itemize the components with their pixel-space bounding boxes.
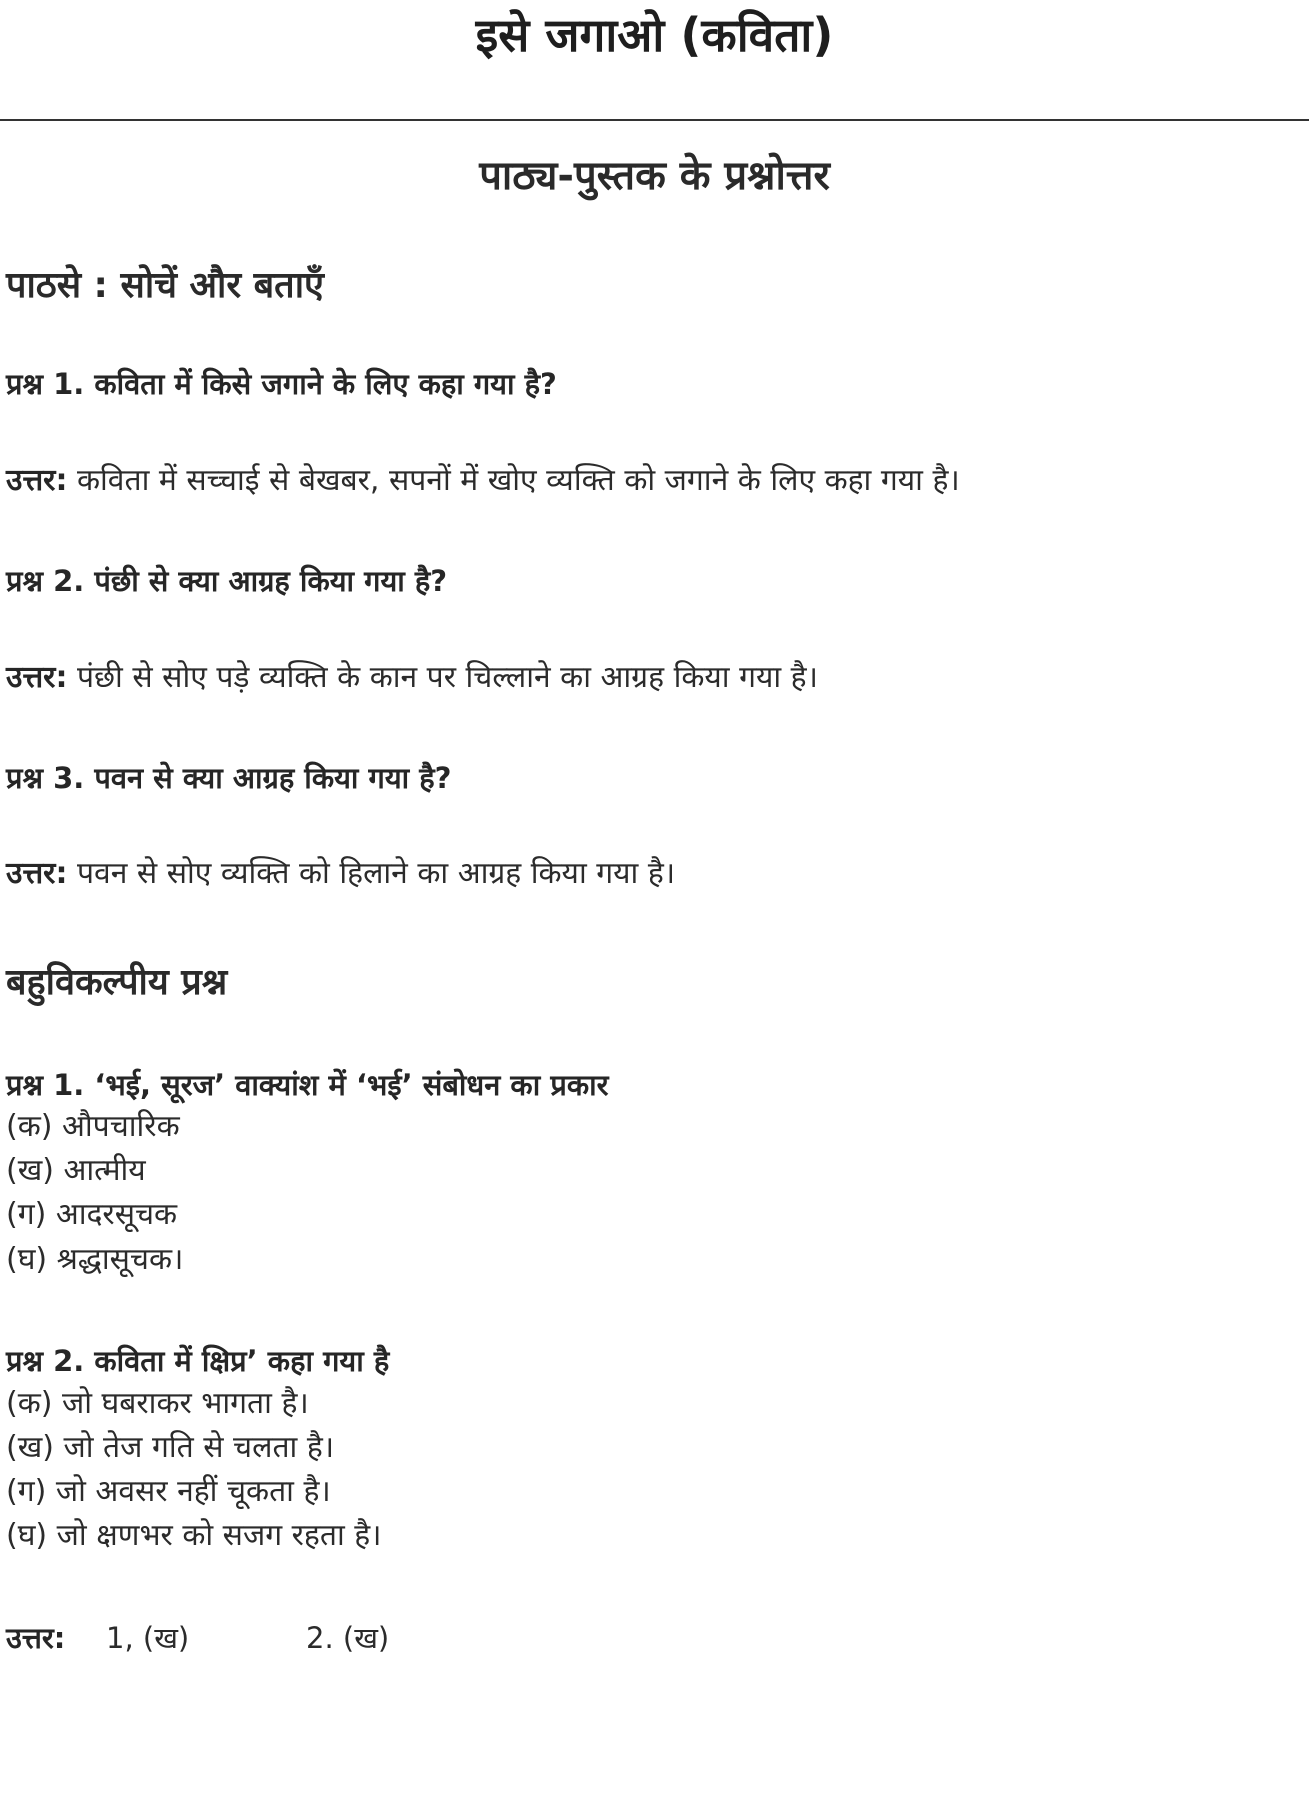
- section-heading-1: पाठसे : सोचें और बताएँ: [6, 265, 324, 306]
- mcq-1-option-d: (घ) श्रद्धासूचक।: [6, 1242, 184, 1277]
- answer-text: कविता में सच्चाई से बेखबर, सपनों में खोए व्यक्ति को जगाने के लिए कहा गया है।: [67, 463, 960, 498]
- mcq-2-option-c: (ग) जो अवसर नहीं चूकता है।: [6, 1474, 331, 1509]
- answer-2: [6, 656, 818, 700]
- answer-label: उत्तर:: [6, 1621, 66, 1655]
- answer-text: पंछी से सोए पड़े व्यक्ति के कान पर चिल्लाने का आग्रह किया गया है।: [67, 660, 818, 695]
- mcq-2-option-a: (क) जो घबराकर भागता है।: [6, 1386, 309, 1421]
- question-2: प्रश्न 2. पंछी से क्या आग्रह किया गया है?: [6, 564, 448, 598]
- mcq-answer-1: 1, (ख): [106, 1621, 190, 1655]
- page-subtitle: पाठ्य-पुस्तक के प्रश्नोत्तर: [479, 153, 830, 199]
- answer-3: [6, 852, 675, 896]
- title-divider: [0, 119, 1309, 121]
- answer-text: पवन से सोए व्यक्ति को हिलाने का आग्रह किया गया है।: [67, 856, 676, 891]
- mcq-question-2: प्रश्न 2. कविता में क्षिप्र’ कहा गया है: [6, 1344, 390, 1378]
- mcq-question-1: प्रश्न 1. ‘भई, सूरज’ वाक्यांश में ‘भई’ संबोधन का प्रकार: [6, 1068, 609, 1102]
- mcq-answer-2: 2. (ख): [306, 1621, 390, 1655]
- mcq-2-option-d: (घ) जो क्षणभर को सजग रहता है।: [6, 1518, 382, 1553]
- mcq-answers: [6, 1616, 389, 1660]
- mcq-1-option-c: (ग) आदरसूचक: [6, 1197, 178, 1232]
- question-3: प्रश्न 3. पवन से क्या आग्रह किया गया है?: [6, 761, 452, 795]
- question-1: प्रश्न 1. कविता में किसे जगाने के लिए कहा गया है?: [6, 367, 557, 401]
- section-heading-2: बहुविकल्पीय प्रश्न: [6, 962, 228, 1003]
- mcq-2-option-b: (ख) जो तेज गति से चलता है।: [6, 1430, 335, 1465]
- answer-label: उत्तर:: [6, 660, 68, 695]
- answer-label: उत्तर:: [6, 856, 68, 891]
- answer-1: [6, 459, 960, 503]
- answer-label: उत्तर:: [6, 463, 68, 498]
- mcq-1-option-a: (क) औपचारिक: [6, 1109, 180, 1144]
- page-title: इसे जगाओ (कविता): [475, 8, 834, 62]
- mcq-1-option-b: (ख) आत्मीय: [6, 1153, 146, 1188]
